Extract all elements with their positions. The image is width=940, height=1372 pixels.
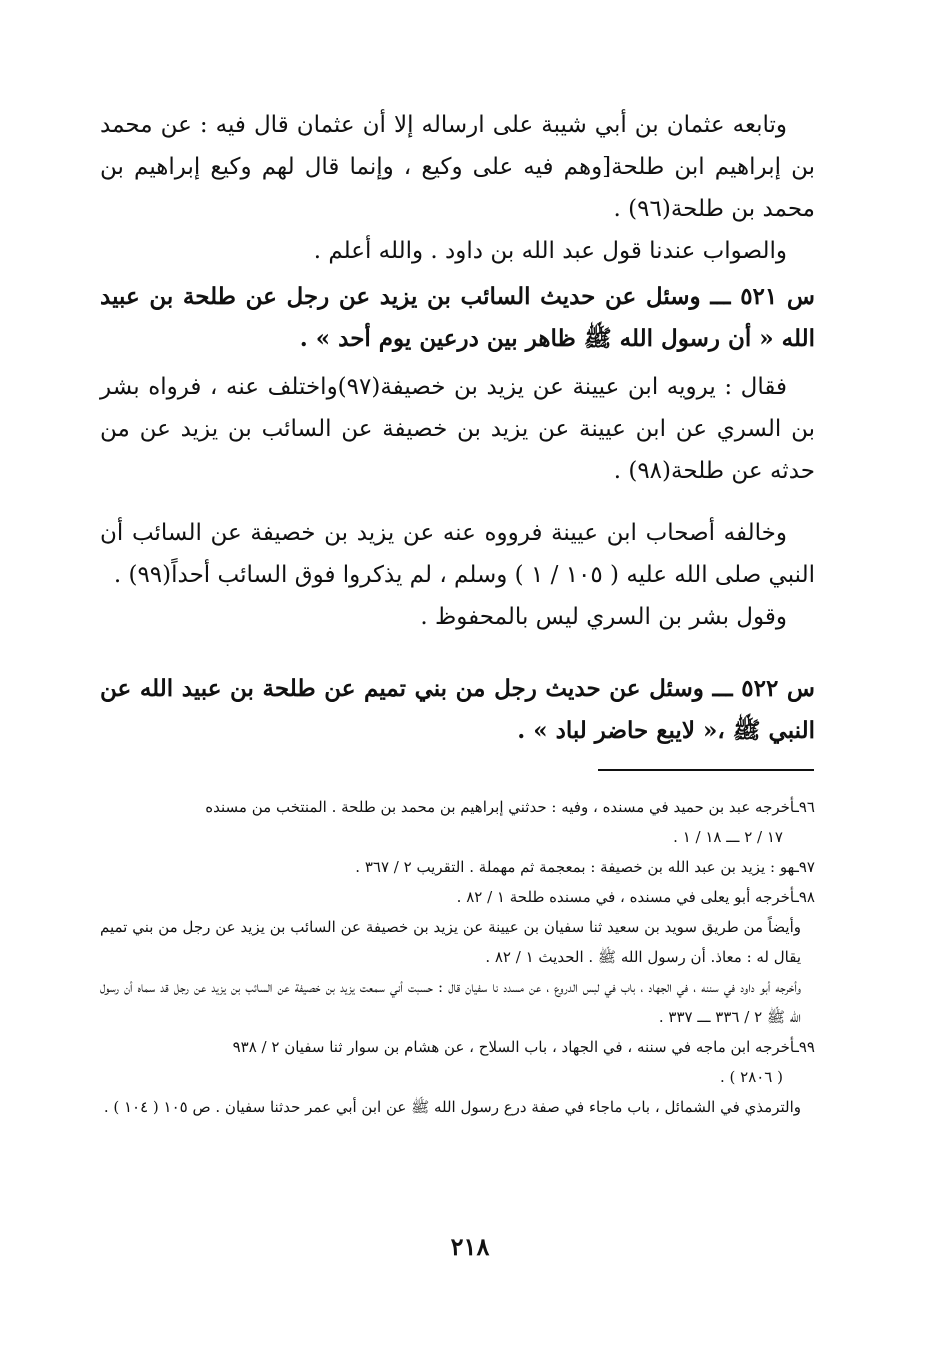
question-521-body: وسئل عن حديث السائب بن يزيد عن رجل عن طلحة بن عبيد الله « أن رسول الله ﷺ ظاهر بين درعين يوم أحد » .: [100, 283, 815, 352]
paragraph-not-preserved: وقول بشر بن السري ليس بالمحفوظ .: [420, 604, 787, 630]
footnote-96: ٩٦ـأخرجه عبد بن حميد في مسنده ، وفيه : حدثني إبراهيم بن محمد بن طلحة . المنتخب من مسنده: [205, 798, 815, 816]
footnote-98-abu-dawud: وأخرجه أبو داود في سننه ، في الجهاد ، باب في لبس الدروع ، عن مسدد نا سفيان قال : حسبت أني سمعت يزيد بن خصيفة عن السائب بن يزيد عن رجل قد سماه أن رسول الله ﷺ ٢ / ٣٣٦ ـــ ٣٣٧ .: [100, 978, 801, 1026]
footnote-divider: [598, 769, 814, 771]
footnotes: [100, 792, 815, 1122]
footnote-99-tirmidhi: والترمذي في الشمائل ، باب ماجاء في صفة درع رسول الله ﷺ عن ابن أبي عمر حدثنا سفيان . ص ١٠٥ ( ١٠٤ ) .: [103, 1098, 801, 1116]
question-522-text: [100, 668, 815, 752]
footnote-98-suwayd: وأيضاً من طريق سويد بن سعيد ثنا سفيان بن عيينة عن يزيد بن خصيفة عن السائب بن يزيد عن رجل من بني تميم يقال له : معاذ. أن رسول الله ﷺ . الحديث ١ / ٨٢ .: [100, 918, 801, 966]
paragraph-answer-521: فقال : يرويه ابن عيينة عن يزيد بن خصيفة(٩٧)واختلف عنه ، فرواه بشر بن السري عن ابن عيينة عن يزيد بن خصيفة عن السائب بن يزيد عن من حدثه عن طلحة(٩٨) .: [100, 374, 815, 484]
footnote-99: ٩٩ـأخرجه ابن ماجه في سننه ، في الجهاد ، باب السلاح ، عن هشام بن سوار ثنا سفيان ٢ / ٩٣٨: [232, 1038, 815, 1056]
paragraph-correct-view: والصواب عندنا قول عبد الله بن داود . والله أعلم .: [313, 238, 787, 264]
footnote-98: ٩٨ـأخرجه أبو يعلى في مسنده ، في مسنده طلحة ١ / ٨٢ .: [456, 888, 815, 906]
question-521-number: س ٥٢١ ـــ: [710, 283, 815, 310]
footnote-96-continued: ١٧ / ٢ ـــ ١٨ / ١ .: [673, 828, 783, 846]
paragraph-others-narrate: وخالفه أصحاب ابن عيينة فرووه عنه عن يزيد بن خصيفة عن السائب أن النبي صلى الله عليه ( ١٠٥ / ١ ) وسلم ، لم يذكروا فوق السائب أحداً(٩٩) .: [100, 520, 815, 588]
answer-521-continued: [100, 512, 815, 638]
footnote-99-continued: ( ٢٨٠٦ ) .: [719, 1068, 783, 1086]
paragraph-uthman-chain: وتابعه عثمان بن أبي شيبة على ارساله إلا أن عثمان قال فيه : عن محمد بن إبراهيم ابن طلحة[وهم فيه على وكيع ، وإنما قال لهم وكيع إبراهيم بن محمد بن طلحة(٩٦) .: [100, 112, 815, 222]
question-521-text: [100, 276, 815, 360]
footnote-97: ٩٧ـهو : يزيد بن عبد الله بن خصيفة : بمعجمة ثم مهملة . التقريب ٢ / ٣٦٧ .: [355, 858, 815, 876]
page-number: ٢١٨: [450, 1232, 490, 1261]
question-522-number: س ٥٢٢ ـــ: [712, 675, 815, 702]
question-521: [100, 276, 815, 492]
question-522: [100, 668, 815, 752]
main-text: [100, 104, 815, 272]
question-522-body: وسئل عن حديث رجل من بني تميم عن طلحة بن عبيد الله عن النبي ﷺ ،« لايبع حاضر لباد » .: [100, 675, 815, 744]
